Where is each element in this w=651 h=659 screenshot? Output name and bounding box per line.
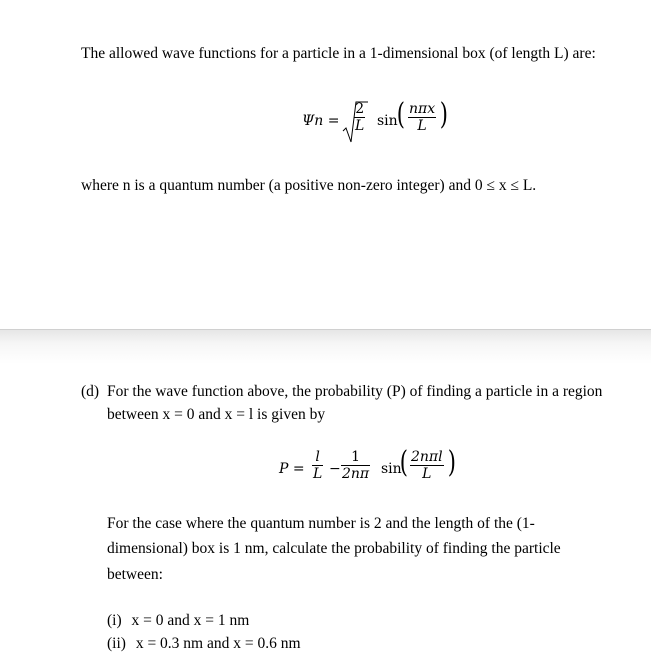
fraction-l-numerator: l: [315, 449, 320, 465]
case-text-line-3: between:: [107, 566, 163, 583]
fraction-l-denominator: L: [313, 466, 323, 482]
intro-text: The allowed wave functions for a particle in a 1-dimensional box (of length L) are:: [81, 45, 596, 62]
minus-sign: −: [329, 461, 341, 477]
sqrt-fraction: [354, 102, 365, 133]
sqrt-numerator: 2: [355, 101, 365, 117]
list-item-text: x = 0 and x = 1 nm: [131, 612, 250, 629]
sin-argument-denominator-2: L: [422, 466, 432, 482]
question-text-line-1: For the wave function above, the probability (P) of finding a particle in a region: [107, 383, 603, 400]
psi-lhs: Ψn =: [302, 113, 340, 129]
sqrt-denominator: L: [355, 118, 365, 134]
sin-argument-fraction: [408, 102, 436, 133]
question-label: (d): [81, 383, 100, 400]
case-text-line-1: For the case where the quantum number is 2 and the length of the (1-: [107, 515, 535, 532]
list-item: [107, 612, 249, 630]
fraction-1-numerator: 1: [351, 449, 361, 465]
where-text: where n is a quantum number (a positive non-zero integer) and 0 ≤ x ≤ L.: [81, 177, 537, 194]
sin-label-2: sin: [381, 461, 402, 477]
sin-argument-denominator: L: [417, 118, 427, 134]
sin-argument-fraction-2: [410, 450, 444, 481]
list-item-text: x = 0.3 nm and x = 0.6 nm: [135, 635, 301, 652]
fraction-1-over-2npi: [341, 450, 370, 481]
p-lhs: P =: [279, 461, 305, 477]
fraction-2npi-denominator: 2nπ: [342, 466, 370, 482]
sin-label: sin: [377, 113, 398, 129]
sin-argument-numerator: nπx: [409, 101, 436, 117]
section-divider: [0, 329, 651, 364]
fraction-l-over-L: [312, 450, 323, 481]
list-item-number: (i): [107, 612, 122, 629]
list-item: [107, 635, 301, 653]
list-item-number: (ii): [107, 635, 126, 652]
case-text-line-2: dimensional) box is 1 nm, calculate the probability of finding the particle: [107, 540, 561, 557]
sin-argument-numerator-2: 2nπl: [411, 449, 443, 465]
question-text-line-2: between x = 0 and x = l is given by: [107, 406, 326, 423]
